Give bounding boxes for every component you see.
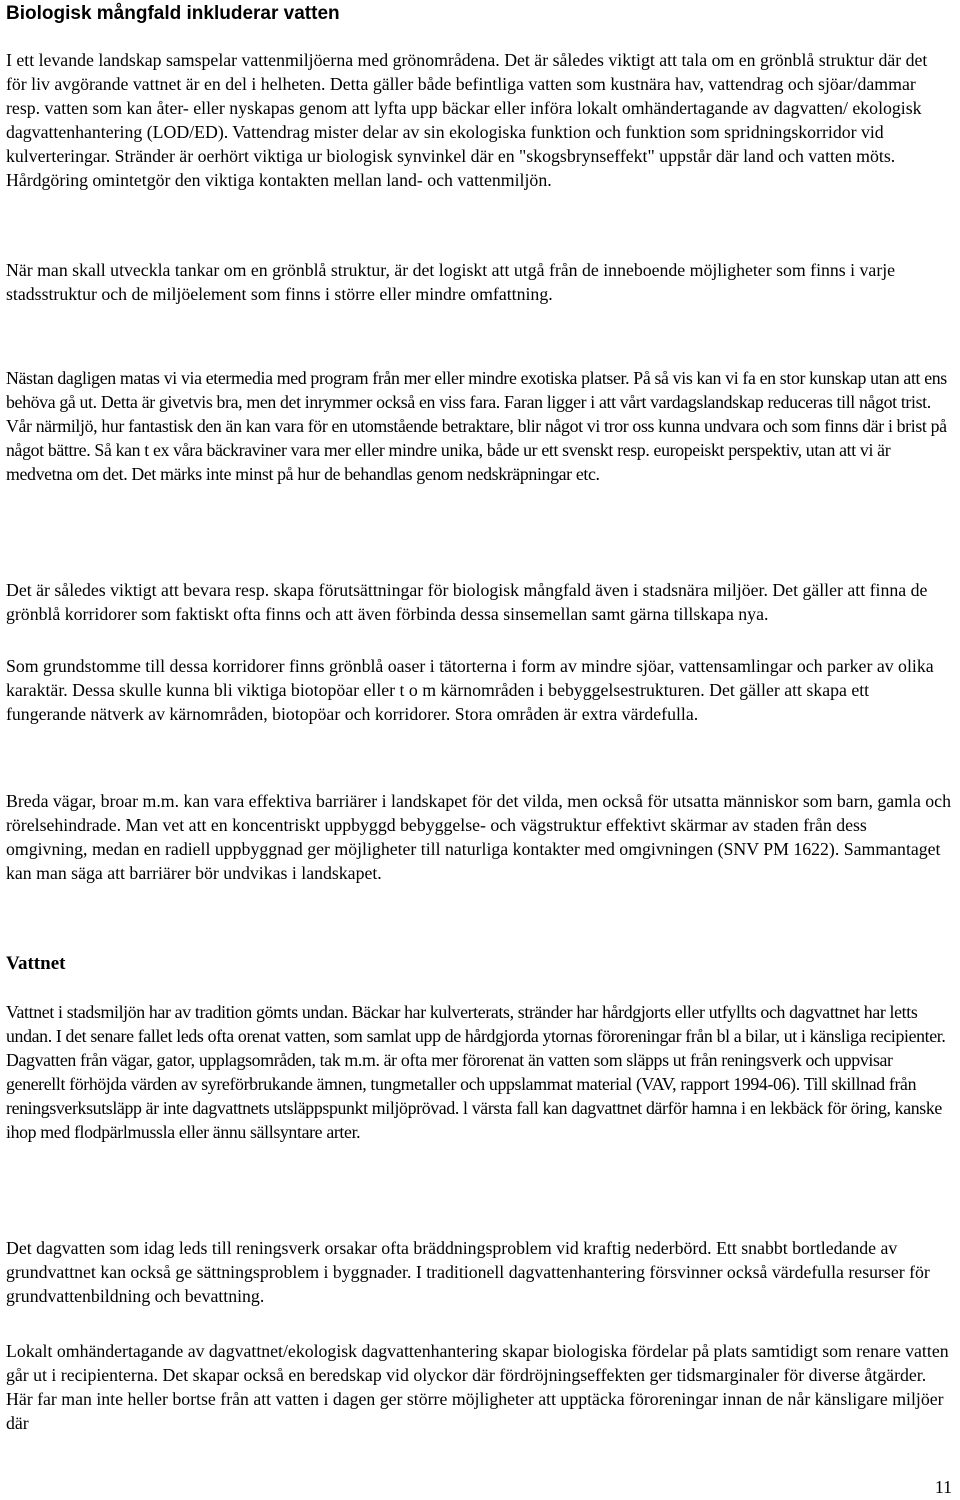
page-number: 11 — [934, 1477, 952, 1497]
paragraph-stadsstruktur: När man skall utveckla tankar om en grönblå struktur, är det logiskt att utgå från de inneboende möjligheter som finns i varje stadsstruktur och de miljöelement som finns i större eller mindre omfattning. — [6, 260, 896, 304]
paragraph-grönblå-oaser: Som grundstomme till dessa korridorer finns grönblå oaser i tätorterna i form av mindre sjöar, vattensamlingar och parker av olika karaktär. Dessa skulle kunna bli viktiga biotopöar eller t o m kärnområden i bebyggelsestrukturen. Det gäller att skapa ett fungerande nätverk av kärnområden, biotopöar och korridorer. Stora områden är extra värdefulla. — [6, 656, 934, 724]
page-heading: Biologisk mångfald inkluderar vatten — [6, 3, 340, 24]
paragraph-barriärer: Breda vägar, broar m.m. kan vara effektiva barriärer i landskapet för det vilda, men också för utsatta människor som barn, gamla och rörelsehindrade. Man vet att en koncentriskt uppbyggd bebyggelse- och vägstruktur effektivt skärmar av staden från dess omgivning, medan en radiell uppbyggnad ger möjligheter till naturliga kontakter med omgivningen (SNV PM 1622). Sammantaget kan man säga att barriärer bör undvikas i landskapet. — [6, 791, 951, 883]
paragraph-etermedia: Nästan dagligen matas vi via etermedia med program från mer eller mindre exotiska platser. På så vis kan vi fa en stor kunskap utan att ens behöva gå ut. Detta är givetvis bra, men det inrymmer också en viss fara. Faran ligger i att vårt vardagslandskap reduceras till något trist. Vår närmiljö, hur fantastisk den än kan vara för en utomstående betraktare, blir något vi tror oss kunna undvara och som finns där i brist på något bättre. Så kan t ex våra bäckraviner vara mer eller mindre unika, både ur ett svenskt resp. europeiskt perspektiv, utan att vi är medvetna om det. Det märks inte minst på hur de behandlas genom nedskräpningar etc. — [6, 368, 947, 484]
paragraph-lokalt-omhändertagande: Lokalt omhändertagande av dagvattnet/ekologisk dagvattenhantering skapar biologiska fördelar på plats samtidigt som renare vatten går ut i recipienterna. Det skapar också en beredskap vid olyckor där fördröjningseffekten ger tidsmarginaler för diverse åtgärder. Här far man inte heller bortse från att vatten i dagen ger större möjligheter att upptäcka föroreningar innan de når känsligare miljöer där — [6, 1341, 949, 1433]
paragraph-dagvatten-reningsverk: Det dagvatten som idag leds till reningsverk orsakar ofta bräddningsproblem vid kraftig nederbörd. Ett snabbt bortledande av grundvattnet kan också ge sättningsproblem i byggnader. I traditionell dagvattenhantering försvinner också värdefulla resurser för grundvattenbildning och bevattning. — [6, 1238, 930, 1306]
paragraph-grönblå-struktur: I ett levande landskap samspelar vattenmiljöerna med grönområdena. Det är således viktigt att tala om en grönblå struktur där det för liv avgörande vattnet är en del i helheten. Detta gäller både befintliga vatten som kustnära hav, vattendrag och sjöar/dammar resp. vatten som kan åter- eller nyskapas genom att lyfta upp bäckar eller införa lokalt omhändertagande av dagvatten/ ekologisk dagvattenhantering (LOD/ED). Vattendrag mister delar av sin ekologiska funktion och funktion som spridningskorridor vid kulverteringar. Stränder är oerhört viktiga ur biologisk synvinkel där en "skogsbrynseffekt" uppstår där land och vatten möts. Hårdgöring omintetgör den viktiga kontakten mellan land- och vattenmiljön. — [6, 50, 928, 190]
paragraph-vattnet-stadsmiljön: Vattnet i stadsmiljön har av tradition gömts undan. Bäckar har kulverterats, stränder har hårdgjorts eller utfyllts och dagvattnet har letts undan. I det senare fallet leds ofta orenat vatten, som samlat upp de hårdgjorda ytornas föroreningar från bl a bilar, ut i känsliga recipienter. Dagvatten från vägar, gator, upplagsområden, tak m.m. är ofta mer förorenat än vatten som släpps ut från reningsverk och uppvisar generellt förhöjda värden av syreförbrukande ämnen, tungmetaller och uppslammat material (VAV, rapport 1994-06). Till skillnad från reningsverksutsläpp är inte dagvattnets utsläppspunkt miljöprövad. l värsta fall kan dagvattnet därför hamna i en lekbäck för öring, kanske ihop med flodpärlmussla eller ännu sällsyntare arter. — [6, 1002, 946, 1142]
section-heading-vattnet: Vattnet — [6, 953, 66, 974]
paragraph-stadsnära-miljöer: Det är således viktigt att bevara resp. skapa förutsättningar för biologisk mångfald även i stadsnära miljöer. Det gäller att finna de grönblå korridorer som faktiskt ofta finns och att även förbinda dessa sinsemellan samt gärna tillskapa nya. — [6, 580, 928, 624]
